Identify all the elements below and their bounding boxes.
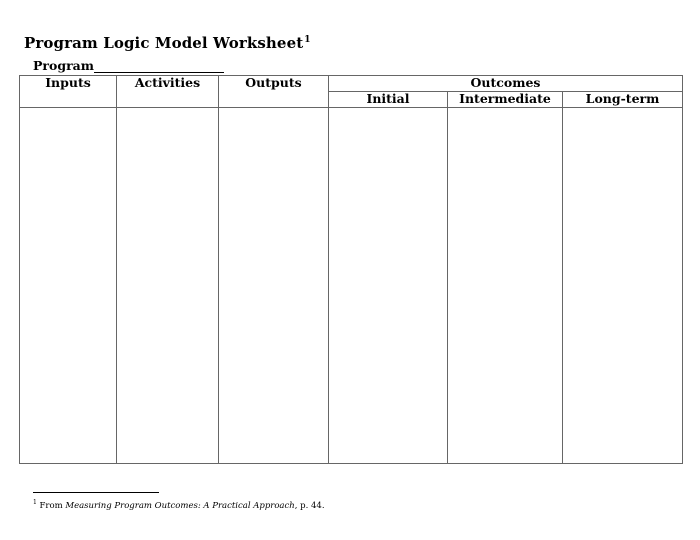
header-initial: Initial xyxy=(329,92,448,108)
program-blank-line[interactable] xyxy=(94,60,224,73)
footnote-source-title: Measuring Program Outcomes: A Practical Approach xyxy=(65,500,295,511)
header-activities: Activities xyxy=(117,76,219,108)
program-field xyxy=(33,58,224,73)
footnote-suffix: , p. 44. xyxy=(294,500,325,511)
activities-cell[interactable] xyxy=(117,108,219,464)
header-inputs: Inputs xyxy=(20,76,117,108)
header-long-term: Long-term xyxy=(563,92,683,108)
footnote-separator xyxy=(33,492,159,493)
program-label: Program xyxy=(33,58,94,73)
header-outcomes: Outcomes xyxy=(329,76,683,92)
footnote-prefix: From xyxy=(39,500,66,511)
title-text: Program Logic Model Worksheet xyxy=(24,34,304,52)
initial-outcomes-cell[interactable] xyxy=(329,108,448,464)
footnote-mark: 1 xyxy=(33,499,37,506)
footnote xyxy=(33,499,325,511)
header-outputs: Outputs xyxy=(219,76,329,108)
intermediate-outcomes-cell[interactable] xyxy=(448,108,563,464)
title-footnote-mark: 1 xyxy=(304,35,311,45)
worksheet-title xyxy=(24,34,311,52)
logic-model-table xyxy=(19,75,683,464)
header-intermediate: Intermediate xyxy=(448,92,563,108)
outputs-cell[interactable] xyxy=(219,108,329,464)
inputs-cell[interactable] xyxy=(20,108,117,464)
long-term-outcomes-cell[interactable] xyxy=(563,108,683,464)
